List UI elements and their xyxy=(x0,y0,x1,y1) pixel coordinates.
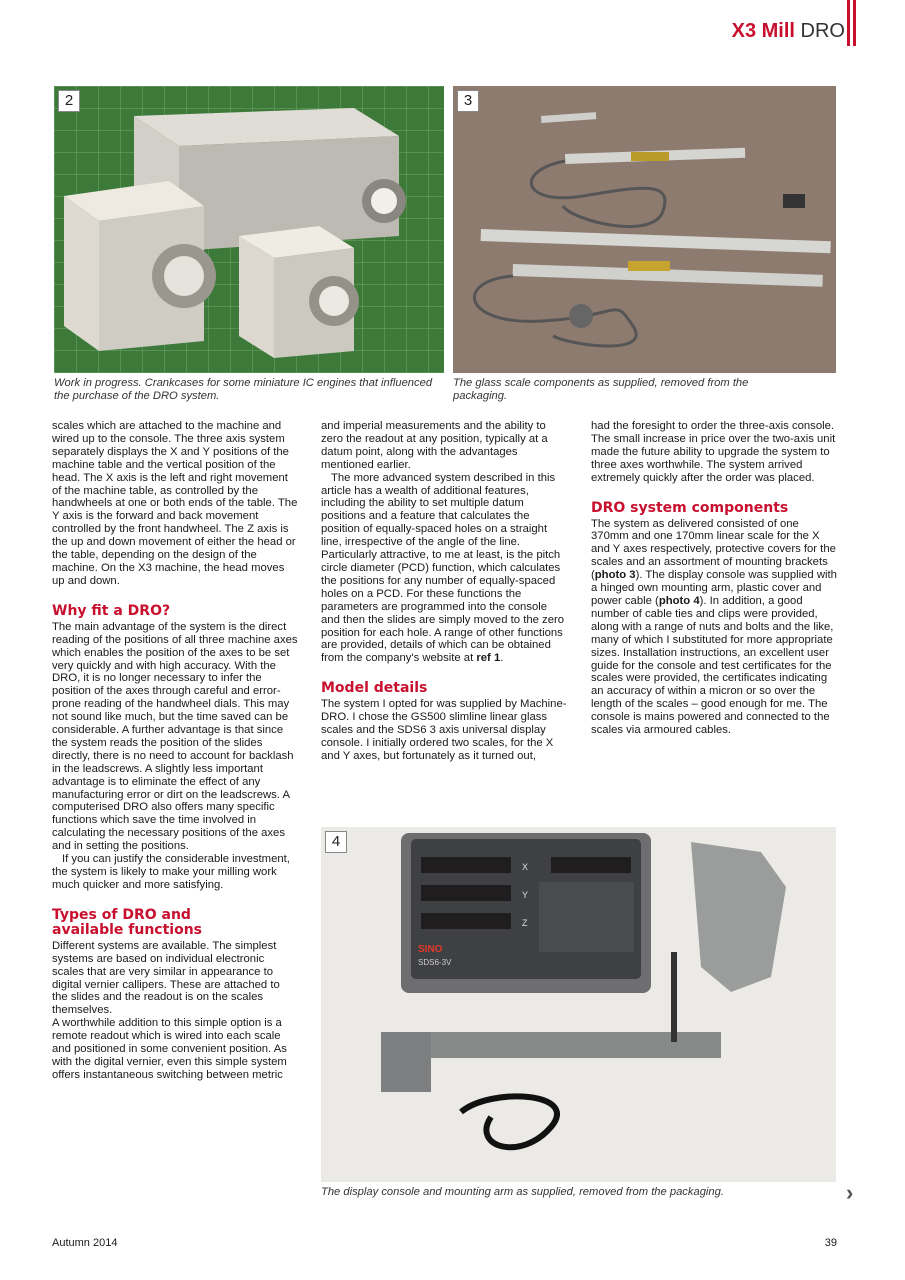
article-column-2 xyxy=(321,420,567,763)
col3-paragraph-1: had the foresight to order the three-axis console. The small increase in price over the two-axis unit made the future ability to upgrade the system to three axes worthwhile. The system arrived extremely quickly after the order was placed. xyxy=(591,420,836,484)
col3-text-a: The system as delivered consisted of one 370mm and one 170mm linear scale for the X and Y axes respectively, protective covers for the scales and an assortment of mounting brackets ( xyxy=(591,517,836,582)
console-x-label: X xyxy=(522,862,529,872)
col1-paragraph-3: If you can justify the considerable investment, the system is likely to make your milling work much quicker and more satisfying. xyxy=(52,853,290,891)
ref-1-link: ref 1 xyxy=(476,652,501,665)
article-column-1 xyxy=(52,420,298,1082)
console-y-label: Y xyxy=(522,890,529,900)
photo-3 xyxy=(453,86,836,373)
heading-types-of-dro xyxy=(52,908,298,938)
photo-3-number: 3 xyxy=(457,90,479,112)
col1-paragraph-4: Different systems are available. The simplest systems are based on individual electronic scales that are very similar in appearance to digital vernier callipers. These are attached to the slides and the readout is on the scales themselves. xyxy=(52,939,280,1017)
header-title-light: DRO xyxy=(800,20,845,42)
article-column-3 xyxy=(591,420,837,737)
header-decoration xyxy=(847,0,857,46)
col3-paragraph-2 xyxy=(591,518,837,737)
col2-paragraph-2-end: . xyxy=(500,652,504,665)
console-model: SDS6-3V xyxy=(418,958,452,967)
photo-4 xyxy=(321,827,836,1182)
photo-4-image xyxy=(321,827,836,1182)
photo-2-image xyxy=(54,86,444,373)
heading-dro-components: DRO system components xyxy=(591,499,789,516)
photo-2-number: 2 xyxy=(58,90,80,112)
col1-paragraph-2: The main advantage of the system is the direct reading of the positions of all three machine axes which enables the position of the axes to be set very quickly and with high accuracy. With the DRO, it is no longer necessary to infer the position of the axes through careful and error-prone reading of the handwheel dials. This may not sound like much, but the time saved can be considerable. A further advantage is that since the system reads the position of the slides directly, there is no need to account for backlash in the leadscrews. A slightly less important advantage is to eliminate the effect of any manufacturing error or dirt on the leadscrews. A computerised DRO also offers many specific functions which save the time involved in calculating the necessary positions of the axes and in setting the positions. xyxy=(52,620,298,853)
photo-2-caption: Work in progress. Crankcases for some miniature IC engines that influenced the purchase of the DRO system. xyxy=(54,377,433,402)
photo-2 xyxy=(54,86,444,373)
console-z-label: Z xyxy=(522,918,528,928)
photo-4-number: 4 xyxy=(325,831,347,853)
col1-paragraph-5: A worthwhile addition to this simple option is a remote readout which is wired into each scale and positioned in some convenient position. As with the digital vernier, even this simple system offers instantaneous switching between metric xyxy=(52,1017,287,1081)
heading-types-line-2: available functions xyxy=(52,921,202,938)
photo-4-caption: The display console and mounting arm as supplied, removed from the packaging. xyxy=(321,1186,724,1198)
col2-paragraph-2 xyxy=(321,472,567,666)
col2-paragraph-1: and imperial measurements and the ability to zero the readout at any position, typically at a datum point, along with the advantages mentioned earlier. xyxy=(321,420,548,471)
page-header xyxy=(732,20,845,43)
heading-types-line-1: Types of DRO and xyxy=(52,906,191,923)
footer-issue: Autumn 2014 xyxy=(52,1237,118,1249)
col1-paragraph-1: scales which are attached to the machine and wired up to the console. The three axis system separately displays the X and Y positions of the machine table and the vertical position of the head. The X axis is the left and right movement of the machine table, as controlled by the handwheels at one or both ends of the table. The Y axis is the forward and back movement controlled by the front handwheel. The Z axis is the up and down movement of either the head or the table, depending on the design of the machine. On the X3 machine, the head moves up and down. xyxy=(52,420,298,587)
col3-text-c: ). The display console was supplied with a hinged own mounting arm, plastic cover and power cable ( xyxy=(591,569,837,607)
photo-4-ref: photo 4 xyxy=(658,594,700,607)
col3-text-e: ). In addition, a good number of cable ties and clips were provided, along with a range of nuts and bolts and the like, many of which I substituted for more appropriate sizes. Installation instructions, an excellent user guide for the console and test certificates for the scales were provided, the certificates indicating an accuracy of within a micron or so over the length of the scales – good enough for me. The console is mains powered and connected to the scales via armoured cables. xyxy=(591,594,834,737)
photo-3-image xyxy=(453,86,836,373)
col2-paragraph-3: The system I opted for was supplied by Machine-DRO. I chose the GS500 slimline linear glass scales and the SDS6 3 axis universal display console. I initially ordered two scales, for the X and Y axes, but fortunately as it turned out, xyxy=(321,698,567,762)
next-page-arrow-icon: › xyxy=(846,1180,854,1205)
photo-3-caption: The glass scale components as supplied, removed from the packaging. xyxy=(453,377,749,402)
heading-why-fit-dro: Why fit a DRO? xyxy=(52,602,171,619)
footer-page-number: 39 xyxy=(824,1237,837,1249)
heading-model-details: Model details xyxy=(321,680,428,697)
console-brand: SINO xyxy=(418,944,443,955)
header-title-bold: X3 Mill xyxy=(731,20,795,42)
photo-3-ref: photo 3 xyxy=(594,569,636,582)
col2-paragraph-2-text: The more advanced system described in this article has a wealth of additional features, including the ability to set multiple datum positions and a feature that calculates the position of equally-spaced holes on a straight line, irrespective of the angle of the line. Particularly attractive, to me at least, is the pitch circle diameter (PCD) function, which calculates the positions for any number of equally-spaced holes on a PCD. For these functions the parameters are programmed into the console and then the slides are simply moved to the zero position for each hole. A range of other functions are provided, details of which can be obtained from the company's website at xyxy=(321,471,565,665)
